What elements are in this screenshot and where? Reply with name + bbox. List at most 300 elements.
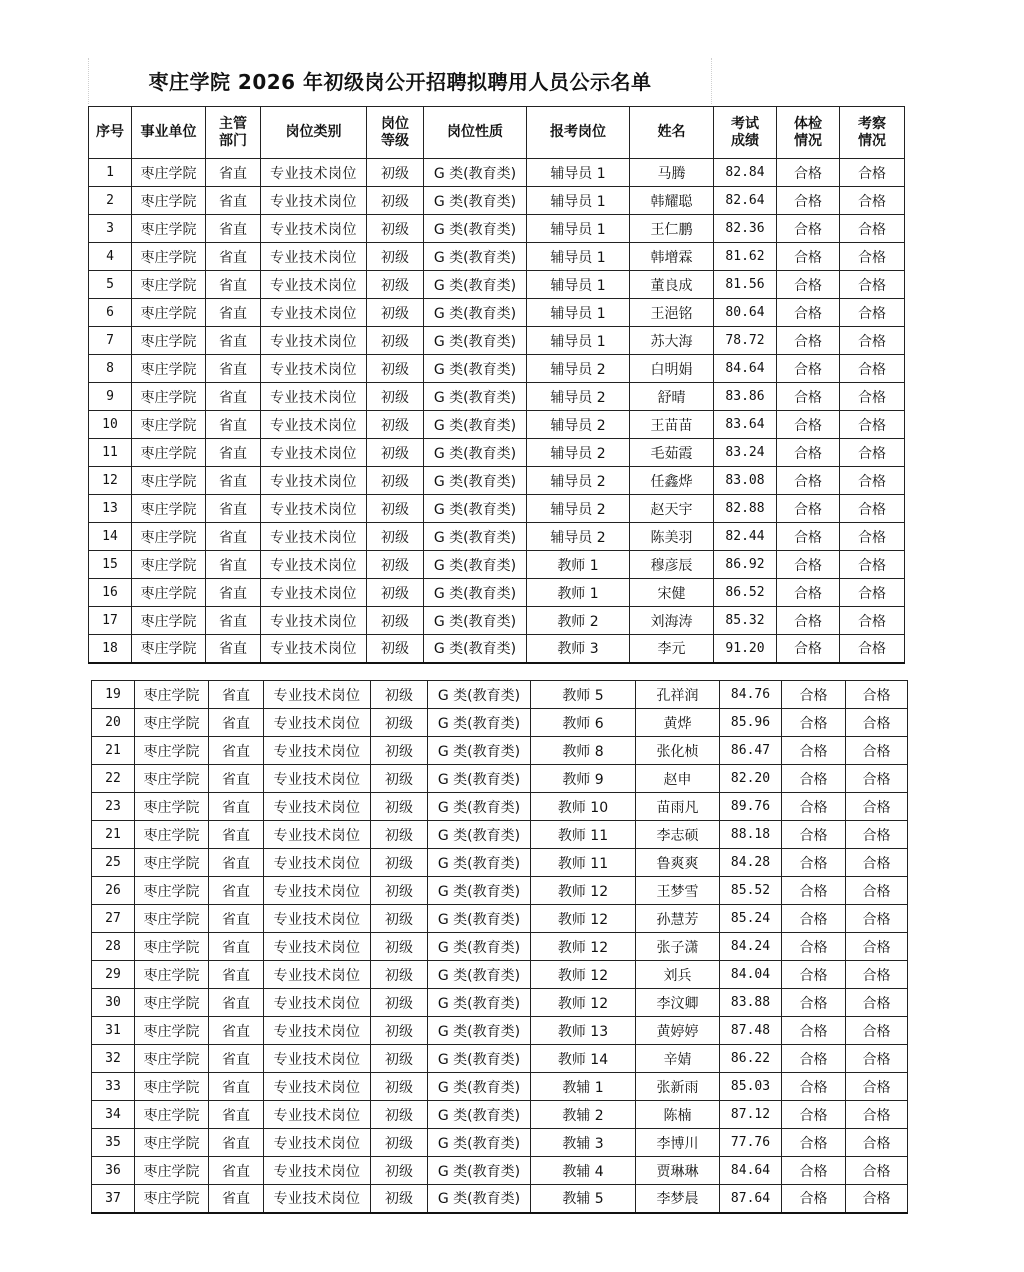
cell-medical: 合格	[782, 821, 846, 849]
cell-seq: 34	[92, 1101, 135, 1129]
cell-post-nature: G 类(教育类)	[424, 551, 527, 579]
cell-medical: 合格	[782, 961, 846, 989]
table-row	[89, 411, 905, 439]
cell-seq: 29	[92, 961, 135, 989]
cell-unit: 枣庄学院	[135, 1045, 209, 1073]
cell-applied-post: 辅导员 1	[527, 159, 630, 187]
cell-medical: 合格	[777, 327, 840, 355]
table-row	[92, 1017, 908, 1045]
table-row	[92, 1185, 908, 1213]
cell-name: 王仁鹏	[630, 215, 714, 243]
cell-post-nature: G 类(教育类)	[428, 877, 531, 905]
cell-applied-post: 辅导员 2	[527, 355, 630, 383]
cell-post-category: 专业技术岗位	[264, 793, 371, 821]
cell-inspection: 合格	[840, 383, 905, 411]
cell-post-category: 专业技术岗位	[264, 849, 371, 877]
cell-medical: 合格	[777, 159, 840, 187]
cell-name: 毛茹霞	[630, 439, 714, 467]
cell-dept: 省直	[209, 961, 264, 989]
cell-post-level: 初级	[367, 579, 424, 607]
cell-post-category: 专业技术岗位	[264, 1017, 371, 1045]
cell-medical: 合格	[782, 1045, 846, 1073]
cell-post-category: 专业技术岗位	[264, 933, 371, 961]
cell-dept: 省直	[209, 1157, 264, 1185]
header-unit: 事业单位	[132, 107, 206, 159]
cell-post-category: 专业技术岗位	[264, 681, 371, 709]
cell-unit: 枣庄学院	[135, 793, 209, 821]
cell-post-level: 初级	[367, 411, 424, 439]
cell-applied-post: 辅导员 2	[527, 495, 630, 523]
candidate-table-part-2	[91, 680, 908, 1214]
cell-applied-post: 教辅 5	[531, 1185, 636, 1213]
cell-medical: 合格	[777, 579, 840, 607]
cell-score: 84.28	[720, 849, 782, 877]
cell-inspection: 合格	[846, 1045, 908, 1073]
cell-post-nature: G 类(教育类)	[428, 933, 531, 961]
cell-dept: 省直	[209, 1101, 264, 1129]
cell-dept: 省直	[209, 681, 264, 709]
cell-score: 83.24	[714, 439, 777, 467]
cell-score: 86.92	[714, 551, 777, 579]
cell-post-level: 初级	[371, 821, 428, 849]
cell-applied-post: 教辅 2	[531, 1101, 636, 1129]
cell-post-category: 专业技术岗位	[261, 523, 367, 551]
cell-applied-post: 辅导员 2	[527, 439, 630, 467]
cell-score: 86.47	[720, 737, 782, 765]
cell-post-category: 专业技术岗位	[264, 709, 371, 737]
cell-post-category: 专业技术岗位	[264, 737, 371, 765]
cell-applied-post: 教师 1	[527, 551, 630, 579]
table-row	[89, 439, 905, 467]
cell-name: 李志硕	[636, 821, 720, 849]
table-row	[92, 877, 908, 905]
cell-unit: 枣庄学院	[135, 1129, 209, 1157]
cell-applied-post: 辅导员 1	[527, 299, 630, 327]
cell-applied-post: 教师 3	[527, 635, 630, 663]
cell-dept: 省直	[209, 849, 264, 877]
cell-post-nature: G 类(教育类)	[428, 737, 531, 765]
cell-unit: 枣庄学院	[132, 327, 206, 355]
table-row	[92, 765, 908, 793]
cell-unit: 枣庄学院	[135, 1017, 209, 1045]
cell-unit: 枣庄学院	[132, 355, 206, 383]
cell-score: 85.32	[714, 607, 777, 635]
cell-medical: 合格	[777, 187, 840, 215]
cell-post-nature: G 类(教育类)	[424, 355, 527, 383]
cell-medical: 合格	[777, 523, 840, 551]
cell-score: 85.52	[720, 877, 782, 905]
cell-name: 王梦雪	[636, 877, 720, 905]
cell-applied-post: 教师 12	[531, 961, 636, 989]
cell-unit: 枣庄学院	[132, 635, 206, 663]
cell-post-level: 初级	[371, 1101, 428, 1129]
header-seq: 序号	[89, 107, 132, 159]
cell-post-level: 初级	[371, 737, 428, 765]
cell-applied-post: 辅导员 2	[527, 523, 630, 551]
cell-inspection: 合格	[840, 495, 905, 523]
cell-post-category: 专业技术岗位	[264, 905, 371, 933]
cell-post-category: 专业技术岗位	[261, 187, 367, 215]
cell-post-category: 专业技术岗位	[261, 467, 367, 495]
page-title: 枣庄学院 2026 年初级岗公开招聘拟聘用人员公示名单	[148, 70, 652, 94]
cell-medical: 合格	[777, 551, 840, 579]
cell-post-category: 专业技术岗位	[261, 243, 367, 271]
cell-score: 85.03	[720, 1073, 782, 1101]
table-header-row	[89, 107, 905, 159]
cell-post-nature: G 类(教育类)	[428, 793, 531, 821]
cell-post-category: 专业技术岗位	[261, 383, 367, 411]
cell-seq: 9	[89, 383, 132, 411]
cell-inspection: 合格	[846, 961, 908, 989]
cell-seq: 22	[92, 765, 135, 793]
cell-applied-post: 教师 11	[531, 849, 636, 877]
cell-medical: 合格	[777, 635, 840, 663]
cell-seq: 27	[92, 905, 135, 933]
cell-dept: 省直	[206, 523, 261, 551]
cell-post-category: 专业技术岗位	[264, 1157, 371, 1185]
header-inspection: 考察 情况	[840, 107, 905, 159]
table-row	[92, 989, 908, 1017]
cell-medical: 合格	[782, 1017, 846, 1045]
cell-unit: 枣庄学院	[132, 579, 206, 607]
cell-medical: 合格	[777, 439, 840, 467]
cell-post-nature: G 类(教育类)	[424, 383, 527, 411]
cell-unit: 枣庄学院	[132, 495, 206, 523]
header-post-level: 岗位 等级	[367, 107, 424, 159]
cell-medical: 合格	[782, 709, 846, 737]
cell-post-nature: G 类(教育类)	[428, 905, 531, 933]
cell-post-level: 初级	[371, 961, 428, 989]
cell-post-category: 专业技术岗位	[264, 989, 371, 1017]
cell-post-category: 专业技术岗位	[261, 439, 367, 467]
cell-post-level: 初级	[371, 1129, 428, 1157]
cell-post-level: 初级	[371, 933, 428, 961]
cell-medical: 合格	[782, 1073, 846, 1101]
cell-dept: 省直	[209, 905, 264, 933]
cell-post-level: 初级	[367, 187, 424, 215]
table-row	[92, 1157, 908, 1185]
cell-unit: 枣庄学院	[132, 299, 206, 327]
header-dept: 主管 部门	[206, 107, 261, 159]
cell-unit: 枣庄学院	[132, 271, 206, 299]
cell-post-nature: G 类(教育类)	[428, 989, 531, 1017]
cell-post-category: 专业技术岗位	[261, 607, 367, 635]
table-row	[92, 961, 908, 989]
cell-seq: 28	[92, 933, 135, 961]
cell-applied-post: 辅导员 2	[527, 467, 630, 495]
cell-unit: 枣庄学院	[135, 961, 209, 989]
cell-post-level: 初级	[367, 551, 424, 579]
cell-post-nature: G 类(教育类)	[424, 495, 527, 523]
cell-post-nature: G 类(教育类)	[428, 1185, 531, 1213]
cell-unit: 枣庄学院	[132, 159, 206, 187]
cell-post-category: 专业技术岗位	[261, 579, 367, 607]
cell-dept: 省直	[209, 737, 264, 765]
cell-seq: 8	[89, 355, 132, 383]
cell-medical: 合格	[777, 271, 840, 299]
cell-score: 77.76	[720, 1129, 782, 1157]
table-row	[92, 1073, 908, 1101]
cell-post-category: 专业技术岗位	[264, 961, 371, 989]
cell-post-category: 专业技术岗位	[264, 1129, 371, 1157]
cell-inspection: 合格	[840, 411, 905, 439]
cell-score: 87.48	[720, 1017, 782, 1045]
cell-name: 李元	[630, 635, 714, 663]
cell-post-nature: G 类(教育类)	[428, 961, 531, 989]
cell-post-level: 初级	[367, 635, 424, 663]
cell-post-level: 初级	[367, 495, 424, 523]
table-row	[89, 215, 905, 243]
cell-post-level: 初级	[371, 765, 428, 793]
cell-seq: 23	[92, 793, 135, 821]
cell-post-nature: G 类(教育类)	[424, 579, 527, 607]
cell-seq: 21	[92, 821, 135, 849]
cell-post-level: 初级	[367, 383, 424, 411]
cell-seq: 30	[92, 989, 135, 1017]
table-row	[92, 1129, 908, 1157]
cell-unit: 枣庄学院	[135, 681, 209, 709]
header-applied-post: 报考岗位	[527, 107, 630, 159]
cell-name: 刘海涛	[630, 607, 714, 635]
table-row	[92, 1045, 908, 1073]
cell-name: 陈美羽	[630, 523, 714, 551]
cell-applied-post: 教辅 4	[531, 1157, 636, 1185]
cell-medical: 合格	[777, 215, 840, 243]
cell-dept: 省直	[209, 709, 264, 737]
cell-post-category: 专业技术岗位	[264, 765, 371, 793]
cell-post-nature: G 类(教育类)	[424, 439, 527, 467]
cell-medical: 合格	[782, 1157, 846, 1185]
cell-inspection: 合格	[846, 1185, 908, 1213]
cell-post-nature: G 类(教育类)	[428, 1017, 531, 1045]
cell-post-nature: G 类(教育类)	[428, 1157, 531, 1185]
cell-post-level: 初级	[371, 793, 428, 821]
cell-dept: 省直	[206, 187, 261, 215]
cell-name: 宋健	[630, 579, 714, 607]
cell-applied-post: 教师 12	[531, 905, 636, 933]
cell-post-nature: G 类(教育类)	[428, 1045, 531, 1073]
cell-name: 贾琳琳	[636, 1157, 720, 1185]
cell-name: 韩增霖	[630, 243, 714, 271]
cell-inspection: 合格	[846, 849, 908, 877]
cell-post-category: 专业技术岗位	[261, 551, 367, 579]
cell-applied-post: 辅导员 1	[527, 271, 630, 299]
cell-applied-post: 教师 6	[531, 709, 636, 737]
cell-name: 张化桢	[636, 737, 720, 765]
cell-unit: 枣庄学院	[132, 467, 206, 495]
table-row	[92, 933, 908, 961]
header-name: 姓名	[630, 107, 714, 159]
cell-applied-post: 辅导员 1	[527, 327, 630, 355]
cell-unit: 枣庄学院	[135, 905, 209, 933]
cell-name: 辛婧	[636, 1045, 720, 1073]
cell-unit: 枣庄学院	[135, 877, 209, 905]
cell-unit: 枣庄学院	[135, 1101, 209, 1129]
cell-seq: 3	[89, 215, 132, 243]
cell-name: 任鑫烨	[630, 467, 714, 495]
cell-inspection: 合格	[846, 793, 908, 821]
table-row	[89, 551, 905, 579]
cell-post-category: 专业技术岗位	[261, 271, 367, 299]
cell-inspection: 合格	[846, 1157, 908, 1185]
cell-unit: 枣庄学院	[132, 411, 206, 439]
cell-post-category: 专业技术岗位	[261, 355, 367, 383]
cell-name: 孔祥润	[636, 681, 720, 709]
cell-dept: 省直	[206, 495, 261, 523]
cell-unit: 枣庄学院	[132, 523, 206, 551]
header-post-nature: 岗位性质	[424, 107, 527, 159]
cell-post-category: 专业技术岗位	[264, 877, 371, 905]
cell-post-category: 专业技术岗位	[264, 1101, 371, 1129]
cell-unit: 枣庄学院	[132, 243, 206, 271]
cell-post-nature: G 类(教育类)	[424, 467, 527, 495]
cell-seq: 33	[92, 1073, 135, 1101]
cell-name: 韩耀聪	[630, 187, 714, 215]
cell-unit: 枣庄学院	[132, 551, 206, 579]
cell-seq: 19	[92, 681, 135, 709]
cell-applied-post: 教师 2	[527, 607, 630, 635]
cell-post-category: 专业技术岗位	[264, 1045, 371, 1073]
cell-medical: 合格	[777, 467, 840, 495]
cell-seq: 32	[92, 1045, 135, 1073]
cell-dept: 省直	[209, 765, 264, 793]
table-row	[92, 709, 908, 737]
cell-score: 84.64	[714, 355, 777, 383]
cell-dept: 省直	[209, 1045, 264, 1073]
cell-seq: 26	[92, 877, 135, 905]
cell-inspection: 合格	[840, 635, 905, 663]
cell-post-category: 专业技术岗位	[264, 821, 371, 849]
header-medical: 体检 情况	[777, 107, 840, 159]
cell-unit: 枣庄学院	[132, 383, 206, 411]
cell-dept: 省直	[209, 1017, 264, 1045]
cell-medical: 合格	[777, 411, 840, 439]
cell-post-nature: G 类(教育类)	[424, 159, 527, 187]
cell-post-category: 专业技术岗位	[261, 411, 367, 439]
cell-applied-post: 辅导员 1	[527, 243, 630, 271]
cell-seq: 2	[89, 187, 132, 215]
cell-seq: 15	[89, 551, 132, 579]
cell-medical: 合格	[782, 849, 846, 877]
cell-post-nature: G 类(教育类)	[424, 635, 527, 663]
cell-post-nature: G 类(教育类)	[428, 821, 531, 849]
table-row	[89, 467, 905, 495]
cell-inspection: 合格	[840, 439, 905, 467]
cell-post-level: 初级	[367, 467, 424, 495]
cell-seq: 10	[89, 411, 132, 439]
cell-dept: 省直	[206, 467, 261, 495]
cell-dept: 省直	[206, 299, 261, 327]
cell-dept: 省直	[209, 821, 264, 849]
cell-seq: 36	[92, 1157, 135, 1185]
cell-unit: 枣庄学院	[135, 933, 209, 961]
cell-applied-post: 教师 5	[531, 681, 636, 709]
header-post-category: 岗位类别	[261, 107, 367, 159]
cell-post-level: 初级	[371, 1017, 428, 1045]
cell-inspection: 合格	[846, 877, 908, 905]
cell-name: 赵申	[636, 765, 720, 793]
cell-post-level: 初级	[367, 299, 424, 327]
cell-score: 88.18	[720, 821, 782, 849]
cell-score: 82.44	[714, 523, 777, 551]
cell-name: 苏大海	[630, 327, 714, 355]
cell-seq: 4	[89, 243, 132, 271]
cell-post-level: 初级	[371, 905, 428, 933]
cell-name: 张子潇	[636, 933, 720, 961]
table-row	[92, 1101, 908, 1129]
cell-score: 84.76	[720, 681, 782, 709]
cell-dept: 省直	[206, 159, 261, 187]
cell-inspection: 合格	[840, 215, 905, 243]
cell-post-nature: G 类(教育类)	[424, 187, 527, 215]
cell-post-level: 初级	[367, 355, 424, 383]
cell-medical: 合格	[782, 1185, 846, 1213]
cell-medical: 合格	[777, 299, 840, 327]
cell-name: 穆彦辰	[630, 551, 714, 579]
cell-inspection: 合格	[846, 1101, 908, 1129]
cell-applied-post: 教师 14	[531, 1045, 636, 1073]
cell-medical: 合格	[782, 737, 846, 765]
cell-dept: 省直	[209, 933, 264, 961]
cell-unit: 枣庄学院	[135, 821, 209, 849]
cell-inspection: 合格	[846, 933, 908, 961]
cell-inspection: 合格	[840, 523, 905, 551]
cell-unit: 枣庄学院	[132, 439, 206, 467]
cell-dept: 省直	[206, 271, 261, 299]
cell-post-nature: G 类(教育类)	[424, 327, 527, 355]
cell-inspection: 合格	[846, 765, 908, 793]
cell-inspection: 合格	[840, 467, 905, 495]
cell-score: 84.04	[720, 961, 782, 989]
cell-score: 85.24	[720, 905, 782, 933]
cell-medical: 合格	[782, 765, 846, 793]
candidate-table-part-1	[88, 106, 905, 664]
cell-seq: 11	[89, 439, 132, 467]
cell-dept: 省直	[209, 989, 264, 1017]
cell-name: 李博川	[636, 1129, 720, 1157]
cell-applied-post: 辅导员 2	[527, 383, 630, 411]
cell-score: 78.72	[714, 327, 777, 355]
table-row	[92, 849, 908, 877]
cell-post-level: 初级	[371, 681, 428, 709]
cell-dept: 省直	[206, 607, 261, 635]
cell-medical: 合格	[777, 495, 840, 523]
cell-post-nature: G 类(教育类)	[428, 1129, 531, 1157]
cell-inspection: 合格	[840, 299, 905, 327]
cell-dept: 省直	[209, 1185, 264, 1213]
cell-seq: 21	[92, 737, 135, 765]
table-row	[89, 327, 905, 355]
cell-score: 82.64	[714, 187, 777, 215]
cell-score: 84.64	[720, 1157, 782, 1185]
cell-seq: 17	[89, 607, 132, 635]
cell-medical: 合格	[782, 989, 846, 1017]
cell-medical: 合格	[782, 905, 846, 933]
cell-inspection: 合格	[840, 187, 905, 215]
cell-seq: 1	[89, 159, 132, 187]
cell-score: 87.64	[720, 1185, 782, 1213]
table-row	[89, 579, 905, 607]
cell-unit: 枣庄学院	[135, 709, 209, 737]
table-row	[89, 635, 905, 663]
cell-inspection: 合格	[840, 607, 905, 635]
cell-medical: 合格	[782, 933, 846, 961]
cell-seq: 35	[92, 1129, 135, 1157]
cell-medical: 合格	[782, 793, 846, 821]
cell-name: 马腾	[630, 159, 714, 187]
cell-dept: 省直	[206, 327, 261, 355]
cell-dept: 省直	[206, 411, 261, 439]
